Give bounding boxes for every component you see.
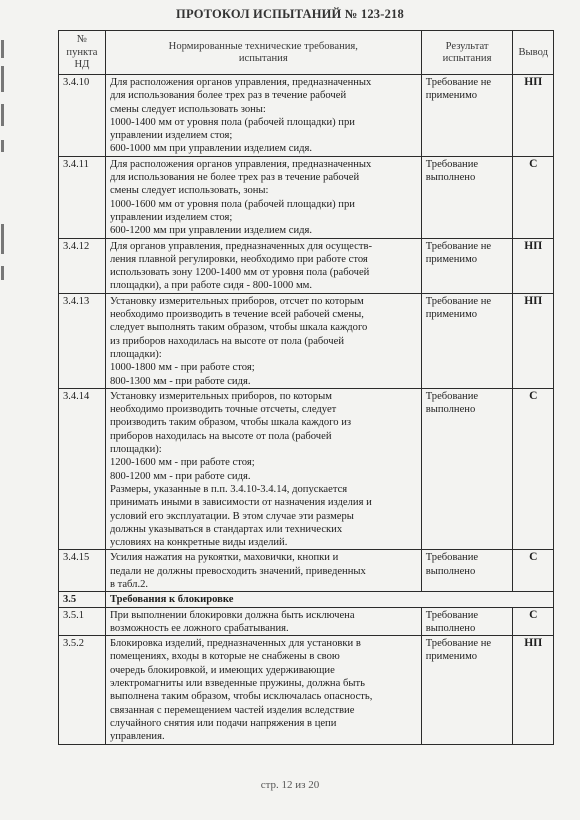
requirement-line: следует выполнять таким образом, чтобы шкала каждого	[109, 322, 368, 334]
clause-number: 3.4.14	[59, 388, 106, 550]
section-title: Требования к блокировке	[105, 592, 553, 607]
requirement-line: принимать иными в зависимости от назначения изделия и	[109, 497, 372, 509]
requirement-line: случайного снятия или подачи напряжения в цепи	[109, 717, 337, 729]
requirement-line: Для расположения органов управления, предназначенных	[109, 158, 372, 170]
test-result	[421, 388, 513, 550]
requirement-line: смены следует использовать, зоны:	[109, 185, 269, 197]
requirement-line: Установку измерительных приборов, отсчет по которым	[109, 295, 364, 307]
column-header-requirements	[105, 31, 421, 75]
table-row	[59, 238, 554, 293]
requirement-line: условиях на конкретные виды изделий.	[109, 537, 288, 549]
result-line: применимо	[425, 309, 478, 321]
requirement-line: для использования более трех раз в течение рабочей	[109, 90, 347, 102]
result-line: выполнено	[425, 172, 476, 184]
table-row	[59, 293, 554, 388]
clause-number: 3.4.11	[59, 156, 106, 238]
clause-number: 3.5.1	[59, 607, 106, 636]
conclusion-mark: С	[513, 156, 554, 238]
result-line: Требование не	[425, 295, 492, 307]
requirement-line: управлении изделием стоя;	[109, 211, 233, 223]
requirement-line: использовать зону 1200-1400 мм от уровня пола (рабочей	[109, 267, 370, 279]
clause-number: 3.4.13	[59, 293, 106, 388]
requirement-text	[105, 238, 421, 293]
result-line: Требование	[425, 552, 479, 564]
test-result	[421, 75, 513, 157]
requirement-line: условий его эксплуатации. В этом случае эти размеры	[109, 510, 354, 522]
requirement-line: Размеры, указанные в п.п. 3.4.10-3.4.14, допускается	[109, 483, 348, 495]
requirement-line: очередь блокировкой, и имеющих удерживающие	[109, 664, 335, 676]
requirement-line: Установку измерительных приборов, по которым	[109, 390, 332, 402]
requirement-line: При выполнении блокировки должна быть исключена	[109, 609, 355, 621]
requirement-line: выполнена таким образом, чтобы исключалась опасность,	[109, 691, 373, 703]
requirement-line: смены следует использовать зоны:	[109, 103, 266, 115]
requirement-line: 1000-1600 мм от уровня пола (рабочей площадки) при	[109, 198, 355, 210]
result-line: Требование	[425, 390, 479, 402]
column-header-num	[59, 31, 106, 75]
requirement-text	[105, 388, 421, 550]
table-row	[59, 156, 554, 238]
conclusion-mark: НП	[513, 293, 554, 388]
requirement-line: площадки):	[109, 444, 162, 456]
page-title: ПРОТОКОЛ ИСПЫТАНИЙ № 123-218	[176, 7, 404, 21]
test-result	[421, 607, 513, 636]
requirement-line: в табл.2.	[109, 578, 149, 590]
requirement-line: возможность ее ложного срабатывания.	[109, 622, 289, 634]
table-row	[59, 75, 554, 157]
requirement-line: площадки):	[109, 348, 162, 360]
result-line: Требование не	[425, 240, 492, 252]
requirement-line: необходимо производить в течение всей рабочей смены,	[109, 309, 364, 321]
result-line: применимо	[425, 90, 478, 102]
conclusion-mark: С	[513, 607, 554, 636]
requirement-line: необходимо производить точные отсчеты, следует	[109, 404, 337, 416]
clause-number: 3.5.2	[59, 636, 106, 744]
table-row	[59, 388, 554, 550]
clause-number: 3.4.10	[59, 75, 106, 157]
requirement-line: для использования не более трех раз в течение рабочей	[109, 172, 360, 184]
conclusion-mark: НП	[513, 636, 554, 744]
requirement-line: производить таким образом, чтобы шкала каждого из	[109, 417, 352, 429]
result-line: Требование	[425, 609, 479, 621]
column-header-conclusion: Вывод	[513, 31, 554, 75]
requirement-text	[105, 293, 421, 388]
requirement-text	[105, 550, 421, 592]
column-header-req-line: Нормированные технические требования,	[168, 40, 358, 52]
column-header-num-line: №	[76, 34, 88, 46]
requirement-line: помещениях, входы в которые не снабжены в свою	[109, 651, 340, 663]
table-header-row	[59, 31, 554, 75]
requirement-line: ления плавной регулировки, необходимо при работе стоя	[109, 253, 368, 265]
column-header-result	[421, 31, 513, 75]
protocol-table	[58, 30, 554, 745]
table-row	[59, 550, 554, 592]
requirement-line: электромагниты или взведенные пружины, должна быть	[109, 678, 365, 690]
test-result	[421, 550, 513, 592]
column-header-num-line: пункта	[66, 46, 98, 58]
table-row	[59, 607, 554, 636]
requirement-text	[105, 75, 421, 157]
requirement-line: 800-1200 мм - при работе сидя.	[109, 470, 251, 482]
requirement-line: управления.	[109, 731, 165, 743]
result-line: Требование не	[425, 77, 492, 88]
result-line: выполнено	[425, 622, 476, 634]
column-header-res-line: испытания	[442, 53, 492, 64]
requirement-line: 800-1300 мм - при работе сидя.	[109, 375, 251, 387]
section-number: 3.5	[59, 592, 106, 607]
requirement-line: управлении изделием стоя;	[109, 130, 233, 142]
requirement-text	[105, 607, 421, 636]
requirement-line: площадки), а при работе сидя - 800-1000 мм.	[109, 280, 313, 292]
clause-number: 3.4.12	[59, 238, 106, 293]
test-result	[421, 156, 513, 238]
result-line: выполнено	[425, 565, 476, 577]
requirement-line: Для расположения органов управления, предназначенных	[109, 77, 372, 88]
result-line: Требование	[425, 158, 479, 170]
requirement-line: 1000-1800 мм - при работе стоя;	[109, 362, 255, 374]
column-header-res-line: Результат	[445, 40, 489, 52]
requirement-line: Блокировка изделий, предназначенных для установки в	[109, 638, 361, 650]
result-line: применимо	[425, 253, 478, 265]
conclusion-mark: НП	[513, 75, 554, 157]
requirement-line: 600-1200 мм при управлении изделием сидя.	[109, 225, 313, 237]
requirement-line: должны указываться в стандартах или технических	[109, 523, 343, 535]
section-row	[59, 592, 554, 607]
result-line: применимо	[425, 651, 478, 663]
requirement-line: 1000-1400 мм от уровня пола (рабочей площадки) при	[109, 116, 355, 128]
test-result	[421, 293, 513, 388]
requirement-line: из приборов находилась на высоте от пола (рабочей	[109, 335, 345, 347]
table-row	[59, 636, 554, 744]
result-line: выполнено	[425, 404, 476, 416]
requirement-line: связанная с перемещением частей изделия вследствие	[109, 704, 355, 716]
conclusion-mark: НП	[513, 238, 554, 293]
column-header-num-line: НД	[74, 59, 90, 71]
conclusion-mark: С	[513, 550, 554, 592]
requirement-text	[105, 636, 421, 744]
conclusion-mark: С	[513, 388, 554, 550]
result-line: Требование не	[425, 638, 492, 650]
requirement-line: 600-1000 мм при управлении изделием сидя.	[109, 143, 313, 155]
test-result	[421, 636, 513, 744]
requirement-text	[105, 156, 421, 238]
requirement-line: педали не должны превосходить значений, приведенных	[109, 565, 366, 577]
requirement-line: приборов находилась на высоте от пола (рабочей	[109, 430, 332, 442]
column-header-req-line: испытания	[238, 53, 288, 64]
page-number: стр. 12 из 20	[260, 779, 320, 791]
requirement-line: Усилия нажатия на рукоятки, маховички, кнопки и	[109, 552, 339, 564]
clause-number: 3.4.15	[59, 550, 106, 592]
requirement-line: Для органов управления, предназначенных для осуществ-	[109, 240, 373, 252]
requirement-line: 1200-1600 мм - при работе стоя;	[109, 457, 255, 469]
test-result	[421, 238, 513, 293]
binding-marks	[0, 0, 8, 820]
